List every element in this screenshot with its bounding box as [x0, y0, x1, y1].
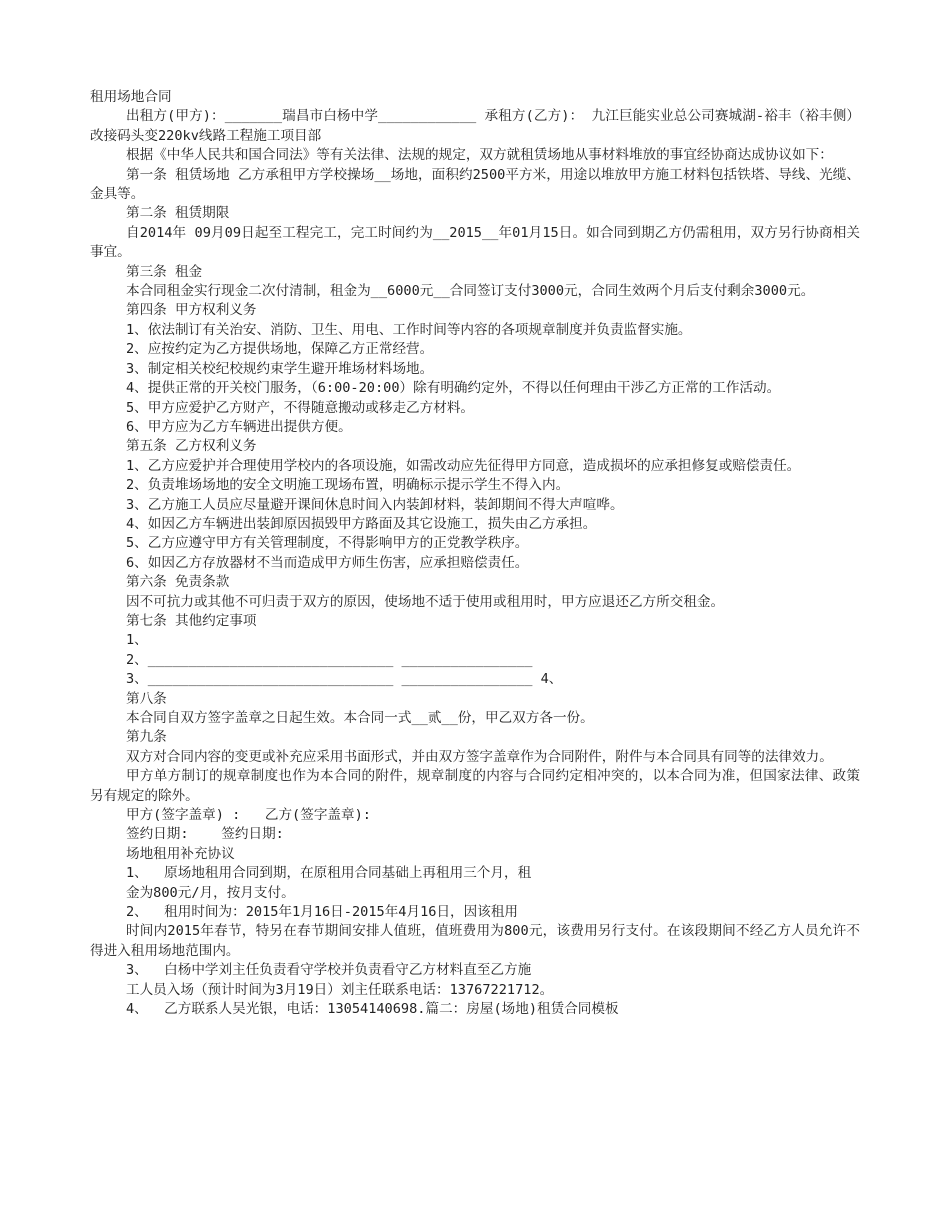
supplement-item-4: 4、 乙方联系人吴光银，电话：13054140698.篇二：房屋(场地)租赁合同模板 [126, 1001, 619, 1018]
preamble-paragraph: 根据《中华人民共和国合同法》等有关法律、法规的规定，双方就租赁场地从事材料堆放的事宜经协商达成协议如下： [126, 147, 833, 164]
supplement-item-3-cont: 工人员入场（预计时间为3月19日）刘主任联系电话：13767221712。 [126, 981, 554, 998]
article-4-item-6: 6、甲方应为乙方车辆进出提供方便。 [126, 418, 352, 435]
article-4-item-2: 2、应按约定为乙方提供场地，保障乙方正常经营。 [126, 341, 434, 358]
article-9-paragraph-2: 甲方单方制订的规章制度也作为本合同的附件，规章制度的内容与合同约定相冲突的，以本合同为准，但国家法律、政策另有规定的除外。 [90, 768, 860, 804]
article-7-item-2: 2、______________________________ ________________ [126, 651, 533, 668]
supplement-item-3: 3、 白杨中学刘主任负责看守学校并负责看守乙方材料直至乙方施 [126, 962, 532, 979]
supplement-item-2: 2、 租用时间为：2015年1月16日-2015年4月16日，因该租用 [126, 904, 519, 921]
article-4-item-5: 5、甲方应爱护乙方财产，不得随意搬动或移走乙方材料。 [126, 399, 475, 416]
article-5-heading: 第五条 乙方权利义务 [126, 438, 257, 455]
supplement-item-1-cont: 金为800元/月，按月支付。 [126, 884, 295, 901]
article-8-heading: 第八条 [126, 690, 167, 707]
article-8-paragraph: 本合同自双方签字盖章之日起生效。本合同一式__贰__份，甲乙双方各一份。 [126, 710, 594, 726]
article-3-heading: 第三条 租金 [126, 263, 203, 280]
signature-line: 甲方(签字盖章) : 乙方(签字盖章): [126, 807, 371, 824]
supplement-item-1: 1、 原场地租用合同到期，在原租用合同基础上再租用三个月，租 [126, 865, 532, 882]
signing-date-line: 签约日期: 签约日期: [126, 826, 284, 843]
article-3-paragraph: 本合同租金实行现金二次付清制，租金为__6000元__合同签订支付3000元，合同生效两个月后支付剩余3000元。 [126, 283, 815, 300]
article-2-paragraph: 自2014年 09月09日起至工程完工，完工时间约为__2015__年01月15日。如合同到期乙方仍需租用，双方另行协商相关事宜。 [90, 224, 860, 261]
article-5-item-5: 5、乙方应遵守甲方有关管理制度，不得影响甲方的正党教学秩序。 [126, 535, 529, 552]
article-7-item-3: 3、______________________________ ________________ 4、 [126, 671, 563, 688]
article-4-item-1: 1、依法制订有关治安、消防、卫生、用电、工作时间等内容的各项规章制度并负责监督实施。 [126, 321, 692, 338]
article-5-item-6: 6、如因乙方存放器材不当而造成甲方师生伤害，应承担赔偿责任。 [126, 554, 529, 571]
article-7-item-1: 1、 [126, 632, 148, 649]
article-4-item-3: 3、制定相关校纪校规约束学生避开堆场材料场地。 [126, 360, 434, 377]
article-9-paragraph-1: 双方对合同内容的变更或补充应采用书面形式，并由双方签字盖章作为合同附件，附件与本合同具有同等的法律效力。 [126, 748, 833, 765]
doc-title: 租用场地合同 [90, 89, 172, 105]
article-4-heading: 第四条 甲方权利义务 [126, 302, 257, 319]
article-5-item-3: 3、乙方施工人员应尽量避开课间休息时间入内装卸材料，装卸期间不得大声喧哗。 [126, 496, 624, 513]
article-2-heading: 第二条 租赁期限 [126, 205, 230, 222]
supplement-title: 场地租用补充协议 [126, 845, 235, 862]
article-7-heading: 第七条 其他约定事项 [126, 612, 257, 629]
article-5-item-2: 2、负责堆场场地的安全文明施工现场布置，明确标示提示学生不得入内。 [126, 477, 570, 494]
article-5-item-4: 4、如因乙方车辆进出装卸原因损毁甲方路面及其它设施工，损失由乙方承担。 [126, 515, 597, 532]
article-6-paragraph: 因不可抗力或其他不可归责于双方的原因，使场地不适于使用或租用时，甲方应退还乙方所交租金。 [126, 593, 725, 610]
supplement-item-2-cont: 时间内2015年春节，特另在春节期间安排人值班，值班费用为800元，该费用另行支付。在该段期间不经乙方人员允许不得进入租用场地范围内。 [90, 923, 860, 959]
parties-paragraph: 出租方(甲方)：_______瑞昌市白杨中学____________ 承租方(乙方)： 九江巨能实业总公司赛城湖-裕丰（裕丰侧）改接码头变220kv线路工程施工项目部 [90, 108, 860, 144]
article-1-paragraph: 第一条 租赁场地 乙方承租甲方学校操场__场地，面积约2500平方米，用途以堆放甲方施工材料包括铁塔、导线、光缆、金具等。 [90, 166, 860, 203]
article-4-item-4: 4、提供正常的开关校门服务，（6:00-20:00）除有明确约定外，不得以任何理由干涉乙方正常的工作活动。 [126, 380, 781, 397]
article-5-item-1: 1、乙方应爱护并合理使用学校内的各项设施，如需改动应先征得甲方同意，造成损坏的应承担修复或赔偿责任。 [126, 457, 801, 474]
article-9-heading: 第九条 [126, 729, 167, 746]
article-6-heading: 第六条 免责条款 [126, 574, 230, 591]
